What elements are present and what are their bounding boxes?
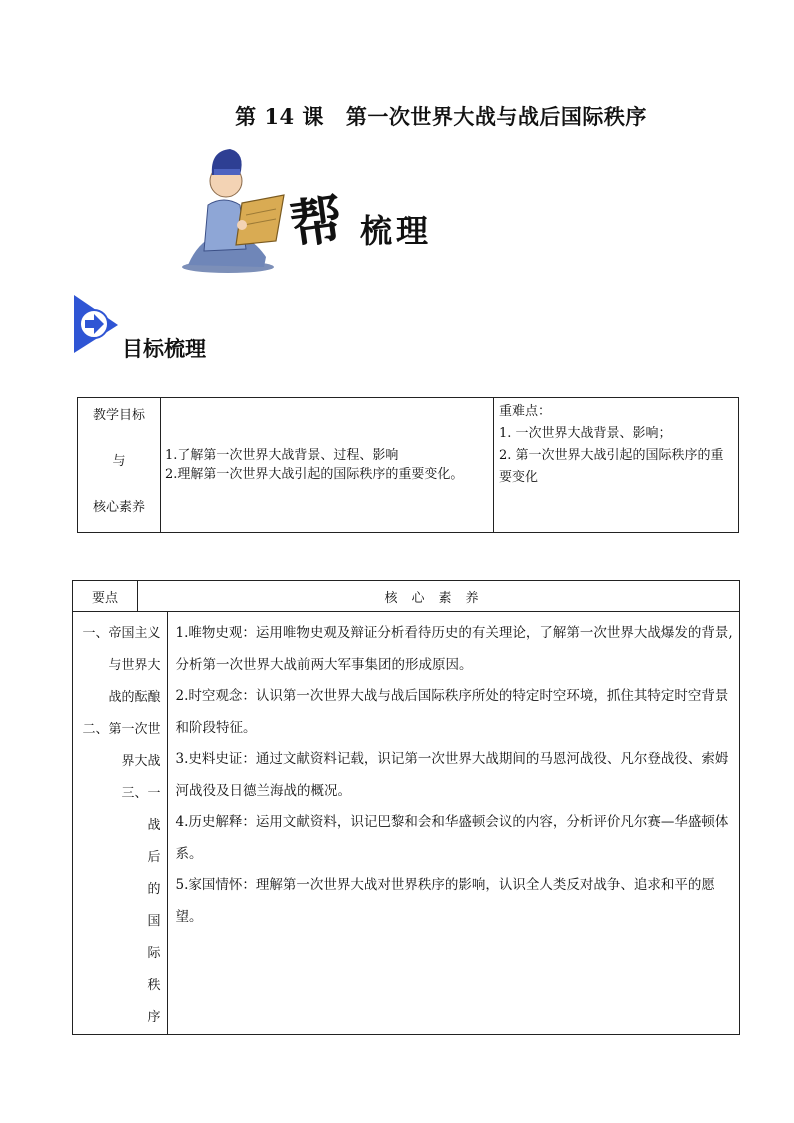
literacy-content-cell — [167, 612, 740, 1035]
key-point-item: 2. 第一次世界大战引起的国际秩序的重要变化 — [499, 448, 724, 485]
goals-table — [77, 397, 739, 533]
header-core-literacy: 核心素养 — [138, 581, 740, 612]
key-point-line: 秩 — [147, 978, 161, 993]
goals-cell — [161, 398, 494, 533]
page-title — [0, 101, 794, 131]
arrow-right-icon — [70, 293, 122, 355]
key-point-line: 二、第一次世 — [82, 722, 161, 737]
goal-item: 1.了解第一次世界大战背景、过程、影响 — [165, 448, 399, 463]
key-point-line: 三、一 — [121, 786, 161, 801]
goals-label-line: 与 — [112, 454, 126, 469]
key-point-line: 战 — [147, 818, 161, 833]
goal-item: 2.理解第一次世界大战引起的国际秩序的重要变化。 — [165, 467, 464, 482]
key-point-line: 国 — [147, 914, 161, 929]
key-point-line: 与世界大 — [108, 658, 161, 673]
key-points-cell — [494, 398, 739, 533]
key-points-title: 重难点： — [499, 404, 552, 419]
key-point-line: 际 — [147, 946, 161, 961]
banner-char-bang: 帮 — [286, 188, 347, 257]
literacy-item: 3.史料史证：通过文献资料记载，识记第一次世界大战期间的马恩河战役、凡尔登战役、索姆河战役及日德兰海战的概况。 — [175, 751, 729, 799]
literacy-item: 2.时空观念：认识第一次世界大战与战后国际秩序所处的特定时空环境，抓住其特定时空背景和阶段特征。 — [175, 688, 729, 736]
key-point-item: 1. 一次世界大战背景、影响； — [499, 426, 672, 441]
key-point-line: 战的酝酿 — [108, 690, 161, 705]
goals-label-line: 教学目标 — [92, 408, 145, 423]
core-literacy-table — [72, 580, 740, 1035]
banner-char-shuli: 梳理 — [360, 212, 433, 250]
scholar-reading-illustration — [180, 145, 290, 275]
key-point-line: 一、帝国主义 — [82, 626, 161, 641]
section-title: 目标梳理 — [122, 336, 206, 361]
key-point-line: 的 — [147, 882, 161, 897]
lesson-number: 第 14 课 — [235, 104, 324, 129]
key-point-line: 界大战 — [121, 754, 161, 769]
lesson-title: 第一次世界大战与战后国际秩序 — [345, 104, 647, 129]
goals-label-cell — [78, 398, 161, 533]
goals-label-line: 核心素养 — [92, 500, 145, 515]
literacy-item: 1.唯物史观：运用唯物史观及辩证分析看待历史的有关理论，了解第一次世界大战爆发的背景,分析第一次世界大战前两大军事集团的形成原因。 — [175, 625, 733, 673]
header-key-point: 要点 — [73, 581, 138, 612]
literacy-item: 4.历史解释：运用文献资料，识记巴黎和会和华盛顿会议的内容，分析评价凡尔赛—华盛顿体系。 — [175, 814, 729, 862]
key-point-line: 后 — [147, 850, 161, 865]
key-points-column — [73, 612, 168, 1035]
key-point-line: 序 — [147, 1010, 161, 1025]
literacy-item: 5.家国情怀：理解第一次世界大战对世界秩序的影响，认识全人类反对战争、追求和平的愿望。 — [175, 877, 715, 925]
